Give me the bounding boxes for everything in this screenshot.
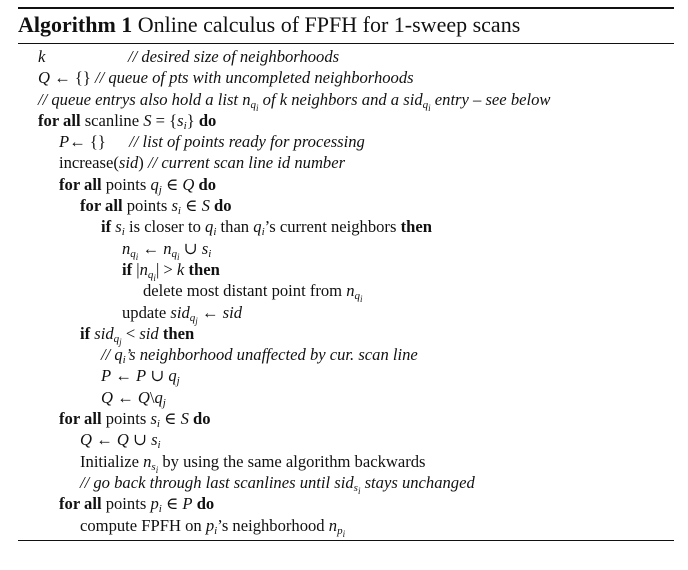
algorithm-line: [18, 408, 674, 429]
comment: entry – see below: [430, 89, 551, 109]
text: points: [101, 174, 151, 194]
math-symbol: s: [177, 110, 184, 130]
text: ∈: [161, 494, 183, 514]
math-symbol: q: [114, 345, 123, 365]
text: ←: [197, 302, 223, 322]
keyword: for all: [59, 174, 102, 194]
comment: // current scan line id number: [147, 153, 346, 173]
subscript: i: [158, 503, 162, 516]
algorithm-line: [18, 89, 674, 113]
subscript-nested: j: [119, 336, 122, 347]
text: delete most distant point from: [143, 281, 347, 301]
algorithm-line: [18, 387, 674, 408]
math-symbol: S: [143, 110, 152, 130]
comment: ’s neighborhood unaffected by cur. scan line: [125, 345, 418, 365]
subscript-nested: i: [255, 102, 259, 113]
algorithm-line: [18, 131, 674, 152]
subscript-nested: i: [428, 102, 431, 113]
subscript: si: [151, 460, 159, 475]
subscript-nested: i: [357, 485, 361, 496]
comment: // queue of pts with uncompleted neighborhoods: [94, 68, 414, 88]
text: increase(: [59, 153, 119, 173]
algorithm-line: [18, 152, 674, 173]
math-symbol: n: [139, 259, 148, 279]
math-symbol: P: [182, 494, 193, 514]
subscript: i: [157, 439, 161, 452]
text: points: [122, 196, 172, 216]
text: than: [216, 217, 254, 237]
math-symbol: n: [346, 281, 355, 301]
algorithm-block: [18, 7, 674, 541]
subscript: i: [213, 226, 217, 239]
text: = {: [151, 110, 178, 130]
algorithm-line: [18, 472, 674, 496]
text: ← {}: [69, 132, 106, 152]
algorithm-line: [18, 323, 674, 347]
keyword: if: [122, 259, 133, 279]
text: by using the same algorithm backwards: [158, 451, 426, 471]
text: ’s neighborhood: [217, 515, 329, 535]
subscript: qi: [171, 247, 180, 262]
algorithm-line: [18, 493, 674, 514]
subscript: i: [177, 205, 181, 218]
subscript: i: [122, 354, 126, 367]
keyword: if: [101, 217, 112, 237]
subscript: qi: [422, 98, 431, 113]
keyword: do: [214, 196, 232, 216]
subscript: qi: [354, 290, 363, 305]
subscript: i: [208, 247, 212, 260]
keyword: do: [198, 174, 217, 194]
keyword: then: [162, 323, 195, 343]
subscript: i: [261, 226, 265, 239]
math-symbol: Q: [182, 174, 195, 194]
text: ’s current neighbors: [264, 217, 401, 237]
keyword: if: [80, 323, 91, 343]
math-symbol: n: [163, 238, 172, 258]
subscript: j: [162, 396, 166, 409]
math-symbol: sid: [118, 153, 139, 173]
algorithm-line: [18, 174, 674, 195]
subscript-nested: j: [195, 315, 198, 326]
math-symbol: q: [253, 217, 262, 237]
algorithm-line: [18, 195, 674, 216]
text: ∪: [146, 366, 169, 386]
text: is closer to: [124, 217, 206, 237]
subscript: qi: [147, 268, 156, 283]
math-symbol: P: [59, 132, 70, 152]
comment: //: [101, 345, 115, 365]
algorithm-line: [18, 280, 674, 305]
math-symbol: s: [151, 430, 158, 450]
subscript: qi: [250, 98, 259, 113]
comment: // queue entrys also hold a list: [38, 89, 243, 109]
algorithm-line: [18, 46, 674, 67]
subscript: qj: [189, 311, 198, 326]
comment: of: [258, 89, 280, 109]
math-symbol: n: [242, 89, 251, 109]
math-symbol: s: [115, 217, 122, 237]
algorithm-line: [18, 365, 674, 386]
keyword: for all: [80, 196, 123, 216]
subscript-nested: i: [342, 528, 346, 539]
math-symbol: s: [150, 409, 157, 429]
math-symbol: Q: [38, 68, 50, 88]
subscript: i: [156, 418, 160, 431]
text: \: [149, 387, 155, 407]
algorithm-body: [18, 44, 674, 539]
math-symbol: p: [150, 494, 159, 514]
comment: // list of points ready for processing: [129, 132, 365, 152]
text: ∈: [180, 196, 202, 216]
algorithm-line: [18, 216, 674, 237]
subscript-nested: i: [177, 251, 180, 262]
text: | >: [155, 259, 177, 279]
text: ∈: [159, 409, 181, 429]
math-symbol: k: [176, 259, 185, 279]
algorithm-line: [18, 67, 674, 88]
subscript: pi: [337, 524, 346, 539]
math-symbol: n: [328, 515, 338, 535]
math-symbol: q: [205, 217, 214, 237]
subscript-nested: i: [135, 251, 139, 262]
subscript: i: [183, 119, 187, 132]
keyword: then: [188, 259, 220, 279]
math-symbol: k: [279, 89, 288, 109]
algorithm-line: [18, 344, 674, 365]
math-symbol: s: [201, 238, 209, 258]
text: ←: [112, 387, 138, 407]
math-symbol: q: [154, 387, 163, 407]
comment: stays unchanged: [360, 472, 475, 492]
math-symbol: S: [201, 196, 210, 216]
subscript-nested: i: [153, 272, 156, 283]
algorithm-title-line: [18, 9, 674, 40]
text: points: [101, 409, 151, 429]
comment: // desired size of neighborhoods: [128, 47, 340, 66]
text: ∈: [161, 174, 183, 194]
algorithm-line: [18, 451, 674, 475]
math-symbol: S: [180, 409, 189, 429]
math-symbol: n: [122, 238, 131, 258]
text: |: [132, 259, 140, 279]
math-symbol: q: [150, 174, 159, 194]
math-symbol: Q: [137, 387, 150, 407]
text: ←: [111, 366, 137, 386]
keyword: then: [400, 217, 432, 237]
text: }: [186, 110, 199, 130]
algorithm-line: [18, 302, 674, 326]
text: ←: [138, 238, 164, 258]
algorithm-line: [18, 259, 674, 283]
subscript: i: [214, 524, 218, 537]
text: ∪: [128, 430, 152, 450]
keyword: do: [196, 494, 215, 514]
math-symbol: sid: [334, 472, 354, 492]
subscript: j: [176, 375, 180, 388]
subscript: qi: [130, 247, 139, 262]
text: ←: [91, 430, 117, 450]
subscript: si: [353, 481, 361, 496]
text: points: [101, 494, 151, 514]
math-symbol: P: [101, 366, 112, 386]
math-symbol: Q: [101, 387, 113, 407]
math-symbol: s: [171, 196, 178, 216]
subscript-nested: i: [155, 464, 159, 475]
text: ← {}: [49, 68, 95, 88]
comment: neighbors and a: [287, 89, 404, 109]
text: compute FPFH on: [80, 515, 206, 535]
algorithm-number: Algorithm 1: [18, 12, 133, 37]
text: ): [138, 153, 148, 173]
math-symbol: sid: [170, 302, 190, 322]
subscript: qj: [113, 332, 122, 347]
math-symbol: sid: [94, 323, 114, 343]
text: scanline: [80, 110, 144, 130]
keyword: do: [198, 110, 217, 130]
algorithm-line: [18, 429, 674, 450]
algorithm-title: Online calculus of FPFH for 1-sweep scans: [137, 12, 521, 37]
math-symbol: P: [136, 366, 147, 386]
subscript-nested: i: [360, 294, 363, 305]
algorithm-line: [18, 515, 674, 539]
text: update: [122, 302, 171, 322]
math-symbol: sid: [222, 302, 243, 322]
math-symbol: Q: [80, 430, 92, 450]
math-symbol: q: [168, 366, 177, 386]
keyword: for all: [59, 409, 102, 429]
comment: // go back through last scanlines until: [80, 472, 335, 492]
bottom-rule: [18, 540, 674, 541]
algorithm-line: [18, 110, 674, 131]
math-symbol: sid: [139, 323, 159, 343]
text: ∪: [179, 238, 202, 258]
subscript: i: [121, 226, 125, 239]
keyword: for all: [38, 110, 81, 130]
keyword: do: [193, 409, 211, 429]
algorithm-line: [18, 238, 674, 262]
text: <: [121, 323, 140, 343]
subscript: j: [158, 183, 162, 196]
math-symbol: k: [38, 47, 46, 66]
math-symbol: Q: [116, 430, 129, 450]
keyword: for all: [59, 494, 102, 514]
math-symbol: p: [205, 515, 215, 535]
math-symbol: n: [143, 451, 152, 471]
math-symbol: sid: [403, 89, 423, 109]
text: Initialize: [80, 451, 144, 471]
